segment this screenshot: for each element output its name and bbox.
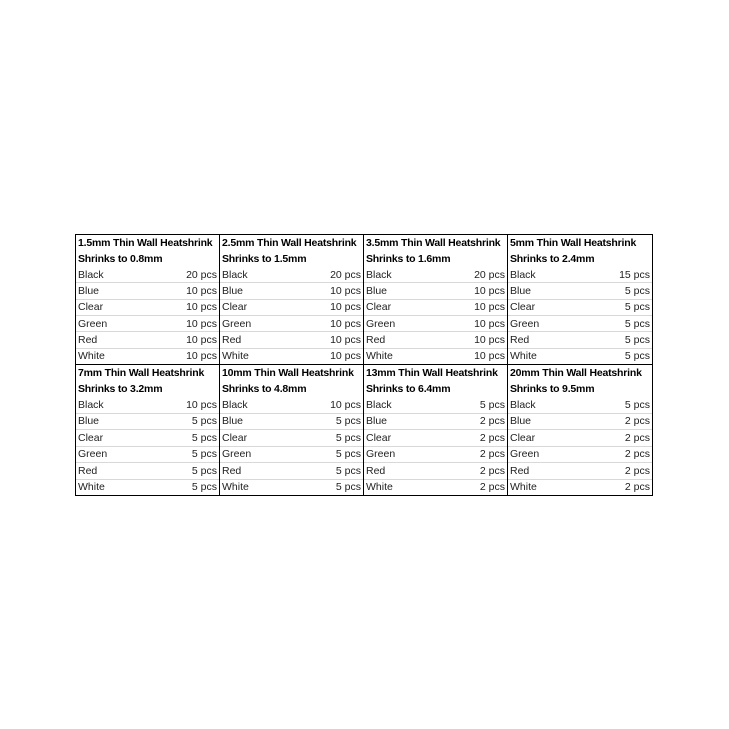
color-list — [364, 397, 507, 495]
quantity: 5 pcs — [335, 431, 361, 444]
color-row — [508, 331, 652, 347]
size-block — [364, 235, 508, 365]
color-row — [364, 331, 507, 347]
color-name: Green — [78, 317, 108, 330]
color-row — [508, 267, 652, 282]
quantity: 10 pcs — [186, 333, 217, 346]
color-list — [220, 397, 363, 495]
color-list — [508, 397, 652, 495]
quantity: 5 pcs — [624, 350, 650, 363]
block-title: 2.5mm Thin Wall Heatshrink — [222, 237, 357, 249]
color-row — [220, 299, 363, 315]
color-row — [508, 479, 652, 496]
color-row — [220, 429, 363, 446]
quantity: 2 pcs — [624, 431, 650, 444]
color-row — [508, 446, 652, 463]
color-row — [76, 479, 219, 496]
color-name: Red — [366, 464, 386, 477]
color-name: White — [222, 481, 249, 494]
color-row — [508, 397, 652, 413]
quantity: 5 pcs — [624, 284, 650, 297]
color-name: Clear — [222, 431, 248, 444]
color-row — [364, 462, 507, 479]
block-shrink-size: Shrinks to 6.4mm — [366, 383, 451, 395]
color-name: Blue — [222, 284, 244, 297]
color-name: Clear — [510, 431, 536, 444]
color-name: Green — [222, 448, 252, 461]
quantity: 2 pcs — [479, 415, 505, 428]
color-name: Blue — [222, 415, 244, 428]
color-name: Green — [510, 448, 540, 461]
color-row — [508, 462, 652, 479]
heatshrink-spec-table — [75, 234, 653, 496]
quantity: 2 pcs — [479, 431, 505, 444]
quantity: 2 pcs — [479, 481, 505, 494]
color-list — [220, 267, 363, 364]
color-row — [364, 446, 507, 463]
color-name: Blue — [78, 415, 100, 428]
color-name: Red — [222, 464, 242, 477]
quantity: 10 pcs — [186, 350, 217, 363]
color-name: Green — [366, 448, 396, 461]
color-name: Red — [222, 333, 242, 346]
quantity: 10 pcs — [330, 301, 361, 314]
quantity: 5 pcs — [624, 317, 650, 330]
color-name: Black — [366, 398, 392, 411]
color-name: Blue — [78, 284, 100, 297]
color-row — [508, 282, 652, 298]
color-row — [76, 446, 219, 463]
color-name: Black — [510, 268, 536, 281]
color-name: Green — [366, 317, 396, 330]
quantity: 10 pcs — [474, 317, 505, 330]
quantity: 5 pcs — [335, 481, 361, 494]
color-row — [508, 348, 652, 364]
color-row — [220, 315, 363, 331]
color-list — [76, 267, 219, 364]
block-title: 3.5mm Thin Wall Heatshrink — [366, 237, 501, 249]
color-row — [76, 267, 219, 282]
color-list — [364, 267, 507, 364]
block-shrink-size: Shrinks to 9.5mm — [510, 383, 595, 395]
block-title: 5mm Thin Wall Heatshrink — [510, 237, 637, 249]
block-shrink-size: Shrinks to 2.4mm — [510, 253, 595, 265]
color-row — [76, 413, 219, 430]
color-name: Blue — [510, 284, 532, 297]
color-row — [364, 282, 507, 298]
color-row — [76, 397, 219, 413]
size-block — [220, 235, 364, 365]
color-row — [220, 446, 363, 463]
quantity: 10 pcs — [474, 350, 505, 363]
quantity: 10 pcs — [186, 284, 217, 297]
quantity: 2 pcs — [479, 464, 505, 477]
quantity: 10 pcs — [474, 301, 505, 314]
quantity: 2 pcs — [624, 464, 650, 477]
quantity: 10 pcs — [330, 284, 361, 297]
color-name: Clear — [366, 301, 392, 314]
color-row — [220, 397, 363, 413]
color-row — [364, 479, 507, 496]
color-name: White — [78, 350, 105, 363]
color-name: White — [366, 350, 393, 363]
color-name: White — [510, 481, 537, 494]
color-name: Black — [222, 398, 248, 411]
color-name: Clear — [222, 301, 248, 314]
color-row — [508, 413, 652, 430]
quantity: 2 pcs — [479, 448, 505, 461]
color-list — [76, 397, 219, 495]
color-name: Red — [510, 464, 530, 477]
color-name: Red — [78, 333, 98, 346]
block-shrink-size: Shrinks to 4.8mm — [222, 383, 307, 395]
color-row — [76, 315, 219, 331]
quantity: 5 pcs — [624, 398, 650, 411]
color-row — [220, 462, 363, 479]
color-row — [76, 331, 219, 347]
color-row — [508, 299, 652, 315]
color-name: Clear — [78, 301, 104, 314]
color-row — [76, 462, 219, 479]
block-title: 7mm Thin Wall Heatshrink — [78, 367, 205, 379]
color-name: White — [222, 350, 249, 363]
quantity: 5 pcs — [191, 481, 217, 494]
quantity: 5 pcs — [335, 464, 361, 477]
quantity: 5 pcs — [335, 415, 361, 428]
color-row — [220, 479, 363, 496]
quantity: 2 pcs — [624, 448, 650, 461]
quantity: 10 pcs — [330, 350, 361, 363]
quantity: 10 pcs — [186, 301, 217, 314]
color-row — [76, 282, 219, 298]
quantity: 10 pcs — [474, 333, 505, 346]
color-name: Green — [78, 448, 108, 461]
color-name: White — [366, 481, 393, 494]
color-list — [508, 267, 652, 364]
quantity: 20 pcs — [330, 268, 361, 281]
quantity: 2 pcs — [624, 481, 650, 494]
color-name: Red — [78, 464, 98, 477]
quantity: 5 pcs — [624, 301, 650, 314]
color-name: Clear — [78, 431, 104, 444]
block-title: 1.5mm Thin Wall Heatshrink — [78, 237, 213, 249]
color-row — [364, 413, 507, 430]
color-row — [220, 282, 363, 298]
size-block — [364, 365, 508, 495]
color-row — [508, 315, 652, 331]
quantity: 2 pcs — [624, 415, 650, 428]
block-title: 20mm Thin Wall Heatshrink — [510, 367, 642, 379]
color-name: White — [510, 350, 537, 363]
color-row — [220, 331, 363, 347]
quantity: 5 pcs — [191, 415, 217, 428]
quantity: 10 pcs — [330, 333, 361, 346]
quantity: 5 pcs — [191, 464, 217, 477]
color-row — [220, 267, 363, 282]
block-shrink-size: Shrinks to 3.2mm — [78, 383, 163, 395]
color-row — [220, 348, 363, 364]
color-row — [76, 429, 219, 446]
block-title: 10mm Thin Wall Heatshrink — [222, 367, 354, 379]
color-row — [76, 299, 219, 315]
color-row — [364, 348, 507, 364]
color-row — [364, 315, 507, 331]
quantity: 10 pcs — [186, 398, 217, 411]
quantity: 5 pcs — [191, 448, 217, 461]
block-shrink-size: Shrinks to 1.6mm — [366, 253, 451, 265]
color-name: Black — [366, 268, 392, 281]
color-row — [364, 397, 507, 413]
color-name: Black — [78, 398, 104, 411]
block-title: 13mm Thin Wall Heatshrink — [366, 367, 498, 379]
quantity: 15 pcs — [619, 268, 650, 281]
quantity: 20 pcs — [474, 268, 505, 281]
color-name: Clear — [510, 301, 536, 314]
size-block — [76, 235, 220, 365]
size-block — [508, 235, 652, 365]
color-row — [508, 429, 652, 446]
size-block — [508, 365, 652, 495]
color-name: Blue — [510, 415, 532, 428]
color-name: Red — [510, 333, 530, 346]
color-name: Blue — [366, 284, 388, 297]
quantity: 5 pcs — [191, 431, 217, 444]
color-name: Blue — [366, 415, 388, 428]
color-name: White — [78, 481, 105, 494]
quantity: 5 pcs — [479, 398, 505, 411]
color-name: Green — [222, 317, 252, 330]
color-row — [364, 267, 507, 282]
color-row — [220, 413, 363, 430]
color-name: Black — [510, 398, 536, 411]
size-block — [76, 365, 220, 495]
color-row — [364, 429, 507, 446]
color-name: Clear — [366, 431, 392, 444]
quantity: 10 pcs — [474, 284, 505, 297]
quantity: 5 pcs — [335, 448, 361, 461]
quantity: 10 pcs — [330, 398, 361, 411]
size-block — [220, 365, 364, 495]
quantity: 10 pcs — [186, 317, 217, 330]
block-shrink-size: Shrinks to 0.8mm — [78, 253, 163, 265]
color-name: Green — [510, 317, 540, 330]
color-row — [76, 348, 219, 364]
quantity: 5 pcs — [624, 333, 650, 346]
color-row — [364, 299, 507, 315]
quantity: 10 pcs — [330, 317, 361, 330]
color-name: Black — [222, 268, 248, 281]
color-name: Black — [78, 268, 104, 281]
block-shrink-size: Shrinks to 1.5mm — [222, 253, 307, 265]
color-name: Red — [366, 333, 386, 346]
quantity: 20 pcs — [186, 268, 217, 281]
